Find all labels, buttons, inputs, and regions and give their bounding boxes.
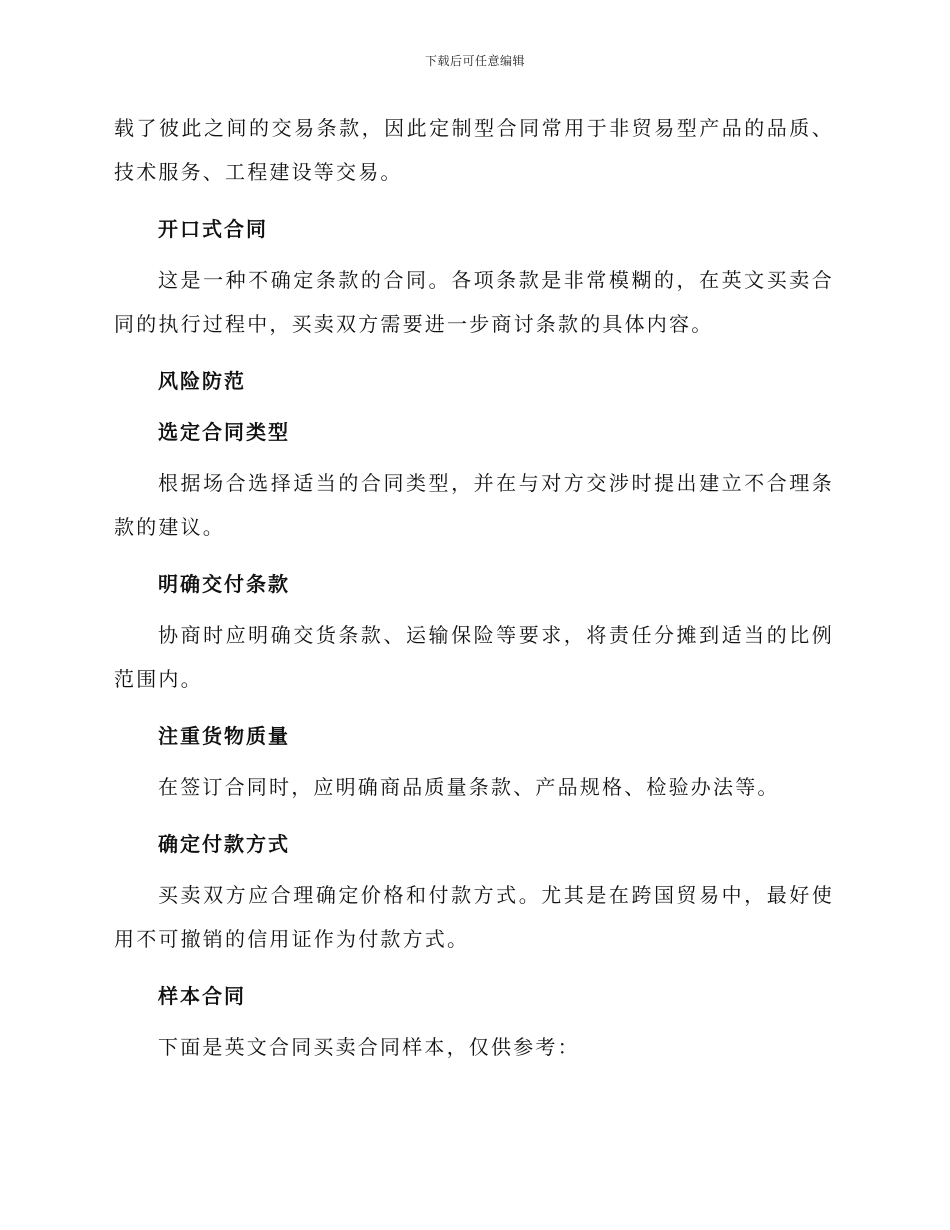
section-heading-payment-method: 确定付款方式 [158, 832, 290, 856]
section-heading-open-contract: 开口式合同 [158, 217, 268, 241]
section-heading-goods-quality: 注重货物质量 [158, 724, 290, 748]
paragraph-sample-contract: 下面是英文合同买卖合同样本，仅供参考： [158, 1035, 580, 1059]
paragraph-open-contract: 这是一种不确定条款的合同。各项条款是非常模糊的，在英文买卖合同的执行过程中，买卖双方需要进一步商讨条款的具体内容。 [114, 268, 834, 336]
paragraph-choose-contract-type: 根据场合选择适当的合同类型，并在与对方交涉时提出建立不合理条款的建议。 [114, 471, 834, 539]
section-heading-delivery-terms: 明确交付条款 [158, 572, 290, 596]
page-header: 下载后可任意编辑 [424, 54, 525, 68]
section-heading-choose-contract-type: 选定合同类型 [158, 420, 290, 444]
section-heading-risk-prevention: 风险防范 [158, 369, 246, 393]
section-heading-sample-contract: 样本合同 [158, 984, 246, 1008]
paragraph-continued: 载了彼此之间的交易条款，因此定制型合同常用于非贸易型产品的品质、技术服务、工程建设等交易。 [114, 116, 834, 184]
document-body [114, 106, 834, 1082]
paragraph-delivery-terms: 协商时应明确交货条款、运输保险等要求，将责任分摊到适当的比例范围内。 [114, 623, 834, 691]
paragraph-payment-method: 买卖双方应合理确定价格和付款方式。尤其是在跨国贸易中，最好使用不可撤销的信用证作为付款方式。 [114, 883, 834, 951]
paragraph-goods-quality: 在签订合同时，应明确商品质量条款、产品规格、检验办法等。 [158, 775, 780, 799]
